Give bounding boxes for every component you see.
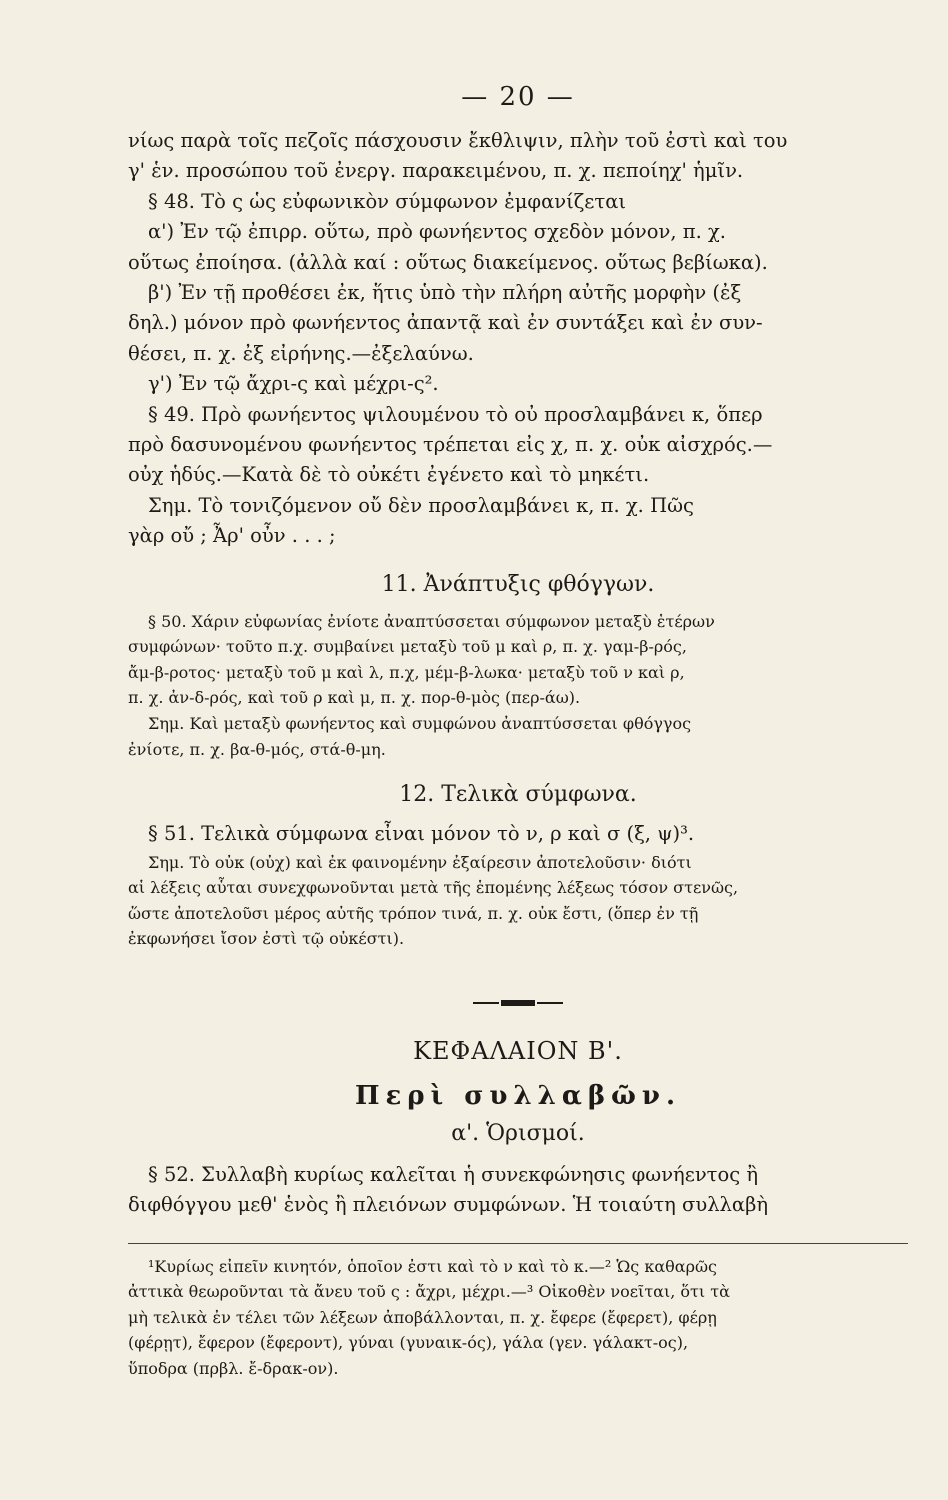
section-48-49 [128,126,908,552]
heading-section-12: 12. Τελικὰ σύμφωνα. [399,782,637,808]
chapter-subtitle: Περὶ συλλαβῶν. [354,1081,682,1112]
text-line: νίως παρὰ τοῖς πεζοῖς πάσχουσιν ἔκθλιψιν, πλὴν τοῦ ἐστὶ καὶ του [128,129,788,152]
divider-rule-left [473,1002,499,1004]
text-line: ἐκφωνήσει ἴσον ἐστὶ τῷ οὐκέστι). [128,929,405,949]
text-line: § 48. Τὸ ς ὡς εὐφωνικὸν σύμφωνον ἐμφανίζεται [148,189,627,213]
divider-rule-center [501,1000,535,1006]
text-line: Σημ. Τὸ τονιζόμενον οὔ δὲν προσλαμβάνει κ, π. χ. Πῶς [148,493,694,517]
text-line: § 51. Τελικὰ σύμφωνα εἶναι μόνον τὸ ν, ρ καὶ σ (ξ, ψ)³. [148,822,695,846]
text-line: οὐχ ἡδύς.—Κατὰ δὲ τὸ οὐκέτι ἐγένετο καὶ τὸ μηκέτι. [128,463,650,487]
footnote-line: μὴ τελικὰ ἐν τέλει τῶν λέξεων ἀποβάλλονται, π. χ. ἔφερε (ἔφερετ), φέρῃ [128,1307,717,1327]
footnotes [128,1243,908,1382]
text-line: Σημ. Τὸ οὐκ (οὐχ) καὶ ἐκ φαινομένην ἐξαίρεσιν ἀποτελοῦσιν· διότι [148,852,692,872]
text-line: αἱ λέξεις αὗται συνεχφωνοῦνται μετὰ τῆς ἑπομένης λέξεως τόσον στενῶς, [128,878,739,898]
text-line: § 50. Χάριν εὐφωνίας ἐνίοτε ἀναπτύσσεται σύμφωνον μεταξὺ ἑτέρων [148,611,715,631]
section-50 [128,609,908,763]
text-line: α') Ἐν τῷ ἐπιρρ. οὕτω, πρὸ φωνήεντος σχεδὸν μόνον, π. χ. [148,220,727,244]
text-line: π. χ. ἀν-δ-ρός, καὶ τοῦ ρ καὶ μ, π. χ. πορ-θ-μὸς (περ-άω). [128,688,581,708]
text-line: ἄμ-β-ροτος· μεταξὺ τοῦ μ καὶ λ, π.χ, μέμ-β-λωκα· μεταξὺ τοῦ ν καὶ ρ, [128,662,685,682]
text-line: διφθόγγου μεθ' ἑνὸς ἢ πλειόνων συμφώνων. Ἡ τοιαύτη συλλαβὴ [128,1193,769,1217]
section-51 [128,819,908,849]
text-line: § 49. Πρὸ φωνήεντος ψιλουμένου τὸ οὐ προσλαμβάνει κ, ὅπερ [148,402,763,426]
heading-section-11: 11. Ἀνάπτυξις φθόγγων. [381,571,655,597]
text-line: γ' ἑν. προσώπου τοῦ ἐνεργ. παρακειμένου, π. χ. πεποίηχ' ἡμῖν. [128,159,744,183]
section-51-note [128,850,908,952]
footnote-line: ¹Κυρίως εἰπεῖν κινητόν, ὁποῖον ἐστι καὶ τὸ ν καὶ τὸ κ.—² Ὡς καθαρῶς [148,1256,717,1276]
text-line: πρὸ δασυνομένου φωνήεντος τρέπεται εἰς χ, π. χ. οὐκ αἰσχρός.— [128,433,773,457]
chapter-title: ΚΕΦΑΛΑΙΟΝ Β'. [413,1037,623,1066]
text-line: ἐνίοτε, π. χ. βα-θ-μός, στά-θ-μη. [128,739,386,759]
section-52 [128,1160,908,1221]
divider-rule-right [537,1002,563,1004]
ornamental-divider [128,992,908,1011]
page-number: — 20 — [461,82,575,112]
text-line: β') Ἐν τῇ προθέσει ἐκ, ἥτις ὑπὸ τὴν πλήρη αὐτῆς μορφὴν (ἐξ [148,281,742,305]
text-line: ὥστε ἀποτελοῦσι μέρος αὐτῆς τρόπον τινά, π. χ. οὐκ ἔστι, (ὅπερ ἐν τῇ [128,903,699,923]
text-line: γ') Ἐν τῷ ἄχρι-ς καὶ μέχρι-ς². [148,372,439,396]
sub-heading: α'. Ὁρισμοί. [451,1121,585,1147]
text-line: οὕτως ἐποίησα. (ἀλλὰ καί : οὕτως διακείμενος. οὕτως βεβίωκα). [128,250,768,274]
footnote-line: (φέρῃτ), ἔφερον (ἔφεροντ), γύναι (γυναικ-ός), γάλα (γεν. γάλακτ-ος), [128,1333,689,1353]
book-page [128,82,908,1381]
text-line: Σημ. Καὶ μεταξὺ φωνήεντος καὶ συμφώνου ἀναπτύσσεται φθόγγος [148,714,692,734]
text-line: γὰρ οὔ ; Ἆρ' οὖν . . . ; [128,524,336,548]
text-line: δηλ.) μόνον πρὸ φωνήεντος ἀπαντᾷ καὶ ἐν συντάξει καὶ ἐν συν- [128,311,763,335]
text-line: συμφώνων· τοῦτο π.χ. συμβαίνει μεταξὺ τοῦ μ καὶ ρ, π. χ. γαμ-β-ρός, [128,637,687,657]
footnote-line: ἀττικὰ θεωροῦνται τὰ ἄνευ τοῦ ς : ἄχρι, μέχρι.—³ Οἰκοθὲν νοεῖται, ὅτι τὰ [128,1282,730,1302]
text-line: § 52. Συλλαβὴ κυρίως καλεῖται ἡ συνεκφώνησις φωνήεντος ἢ [148,1163,759,1187]
footnote-line: ὕποδρα (πρβλ. ἔ-δρακ-ον). [128,1358,339,1378]
text-line: θέσει, π. χ. ἐξ εἰρήνης.—ἐξελαύνω. [128,341,474,365]
